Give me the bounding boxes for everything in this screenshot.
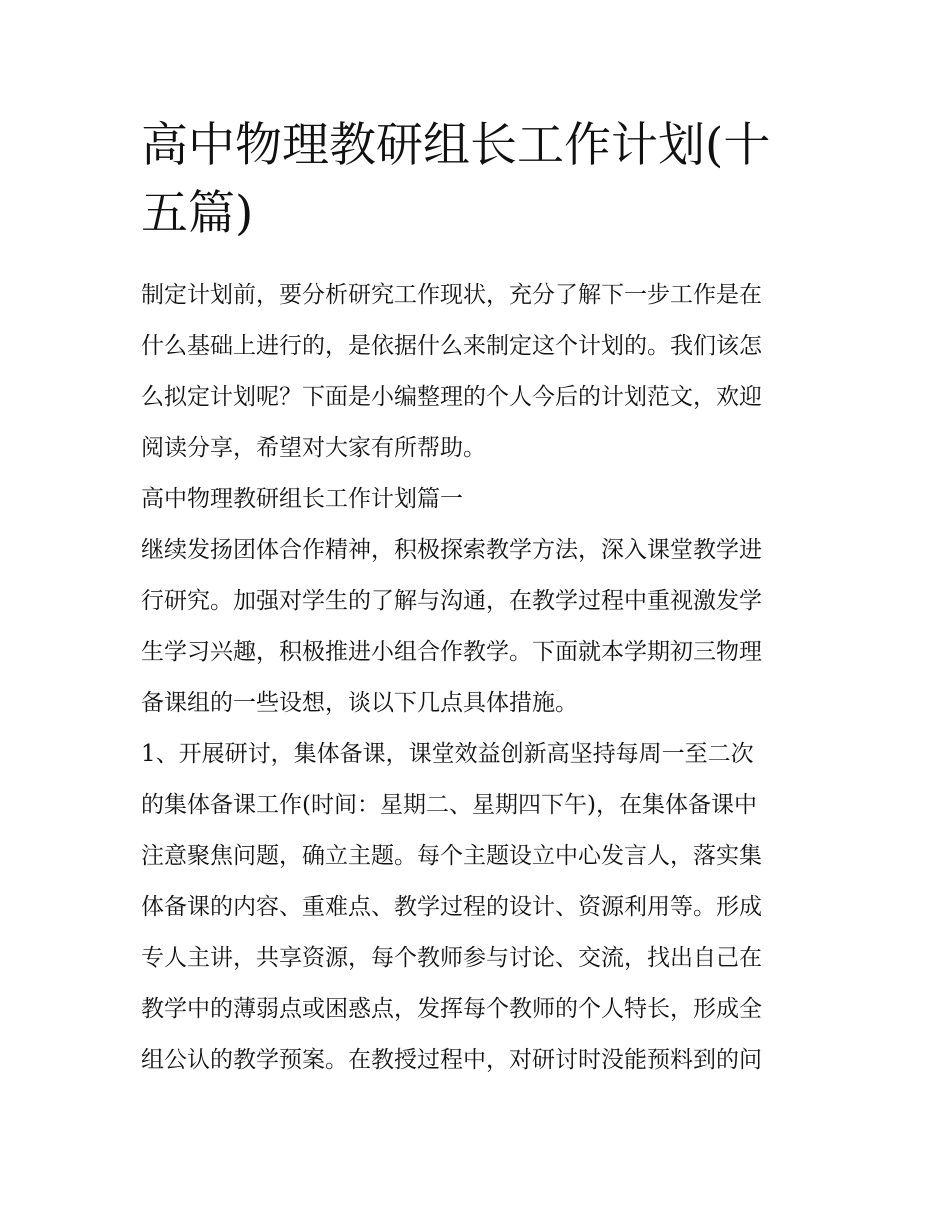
intro-paragraph <box>141 270 813 474</box>
text-line: 组公认的教学预案。在教授过程中，对研讨时没能预料到的问 <box>141 1047 762 1073</box>
body-paragraph <box>141 525 813 729</box>
text-line: 制定计划前，要分析研究工作现状，充分了解下一步工作是在 <box>141 282 762 308</box>
section-heading <box>141 474 813 525</box>
title-line: 五篇) <box>141 186 254 241</box>
text-line: 么拟定计划呢？下面是小编整理的个人今后的计划范文，欢迎 <box>141 384 762 410</box>
text-line: 备课组的一些设想，谈以下几点具体措施。 <box>141 690 578 716</box>
title-line: 高中物理教研组长工作计划(十 <box>141 118 771 173</box>
text-line: 的集体备课工作(时间：星期二、星期四下午)，在集体备课中 <box>141 792 757 818</box>
document-content <box>141 112 813 1086</box>
text-line: 行研究。加强对学生的了解与沟通，在教学过程中重视激发学 <box>141 588 762 614</box>
document-title <box>141 112 813 248</box>
text-line: 体备课的内容、重难点、教学过程的设计、资源利用等。形成 <box>141 894 762 920</box>
text-line: 阅读分享，希望对大家有所帮助。 <box>141 435 486 461</box>
text-line: 生学习兴趣，积极推进小组合作教学。下面就本学期初三物理 <box>141 639 762 665</box>
text-line: 教学中的薄弱点或困惑点，发挥每个教师的个人特长，形成全 <box>141 996 762 1022</box>
text-line: 1、开展研讨，集体备课，课堂效益创新高坚持每周一至二次 <box>141 741 754 767</box>
list-item-1 <box>141 729 813 1086</box>
text-line: 什么基础上进行的，是依据什么来制定这个计划的。我们该怎 <box>141 333 762 359</box>
section-heading-text: 高中物理教研组长工作计划篇一 <box>141 486 463 512</box>
text-line: 注意聚焦问题，确立主题。每个主题设立中心发言人，落实集 <box>141 843 762 869</box>
text-line: 专人主讲，共享资源，每个教师参与讨论、交流，找出自己在 <box>141 945 762 971</box>
text-line: 继续发扬团体合作精神，积极探索教学方法，深入课堂教学进 <box>141 537 762 563</box>
